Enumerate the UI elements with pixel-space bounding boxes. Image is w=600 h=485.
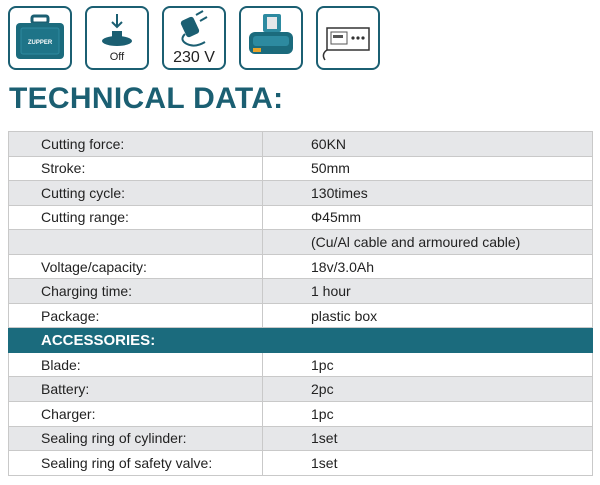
accessory-label: Charger: [9, 402, 263, 427]
battery-pack-icon [239, 6, 303, 70]
accessories-heading: ACCESSORIES: [9, 328, 593, 353]
table-row [9, 279, 593, 304]
table-row [9, 426, 593, 451]
table-row [9, 132, 593, 157]
accessory-label: Sealing ring of safety valve: [9, 451, 263, 476]
table-row [9, 181, 593, 206]
spec-label [9, 230, 263, 255]
carry-case-icon [8, 6, 72, 70]
spec-value: Φ45mm [263, 205, 593, 230]
spec-label: Cutting cycle: [9, 181, 263, 206]
accessory-value: 1pc [263, 352, 593, 377]
spec-value: 60KN [263, 132, 593, 157]
spec-value: 1 hour [263, 279, 593, 304]
spec-value: 50mm [263, 156, 593, 181]
spec-value: 18v/3.0Ah [263, 254, 593, 279]
accessory-value: 1set [263, 451, 593, 476]
spec-label: Charging time: [9, 279, 263, 304]
spec-value: (Cu/Al cable and armoured cable) [263, 230, 593, 255]
accessory-value: 2pc [263, 377, 593, 402]
spec-value: plastic box [263, 303, 593, 328]
accessory-label: Battery: [9, 377, 263, 402]
table-row [9, 254, 593, 279]
table-row [9, 451, 593, 476]
press-off-icon [85, 6, 149, 70]
spec-label: Cutting force: [9, 132, 263, 157]
table-row [9, 230, 593, 255]
technical-data-table [8, 131, 593, 476]
spec-label: Package: [9, 303, 263, 328]
table-row [9, 156, 593, 181]
accessory-label: Blade: [9, 352, 263, 377]
spec-value: 130times [263, 181, 593, 206]
page-title: TECHNICAL DATA: [9, 82, 284, 115]
table-row [9, 352, 593, 377]
table-row [9, 205, 593, 230]
spec-label: Voltage/capacity: [9, 254, 263, 279]
spec-label: Cutting range: [9, 205, 263, 230]
accessory-value: 1set [263, 426, 593, 451]
off-label: Off [109, 51, 125, 63]
table-row [9, 402, 593, 427]
table-row [9, 377, 593, 402]
voltage-label: 230 V [173, 49, 215, 66]
accessories-heading-row [9, 328, 593, 353]
plug-voltage-icon [162, 6, 226, 70]
charger-icon [316, 6, 380, 70]
table-row [9, 303, 593, 328]
spec-label: Stroke: [9, 156, 263, 181]
case-brand-text: ZUPPER [27, 40, 53, 46]
accessory-value: 1pc [263, 402, 593, 427]
accessory-label: Sealing ring of cylinder: [9, 426, 263, 451]
